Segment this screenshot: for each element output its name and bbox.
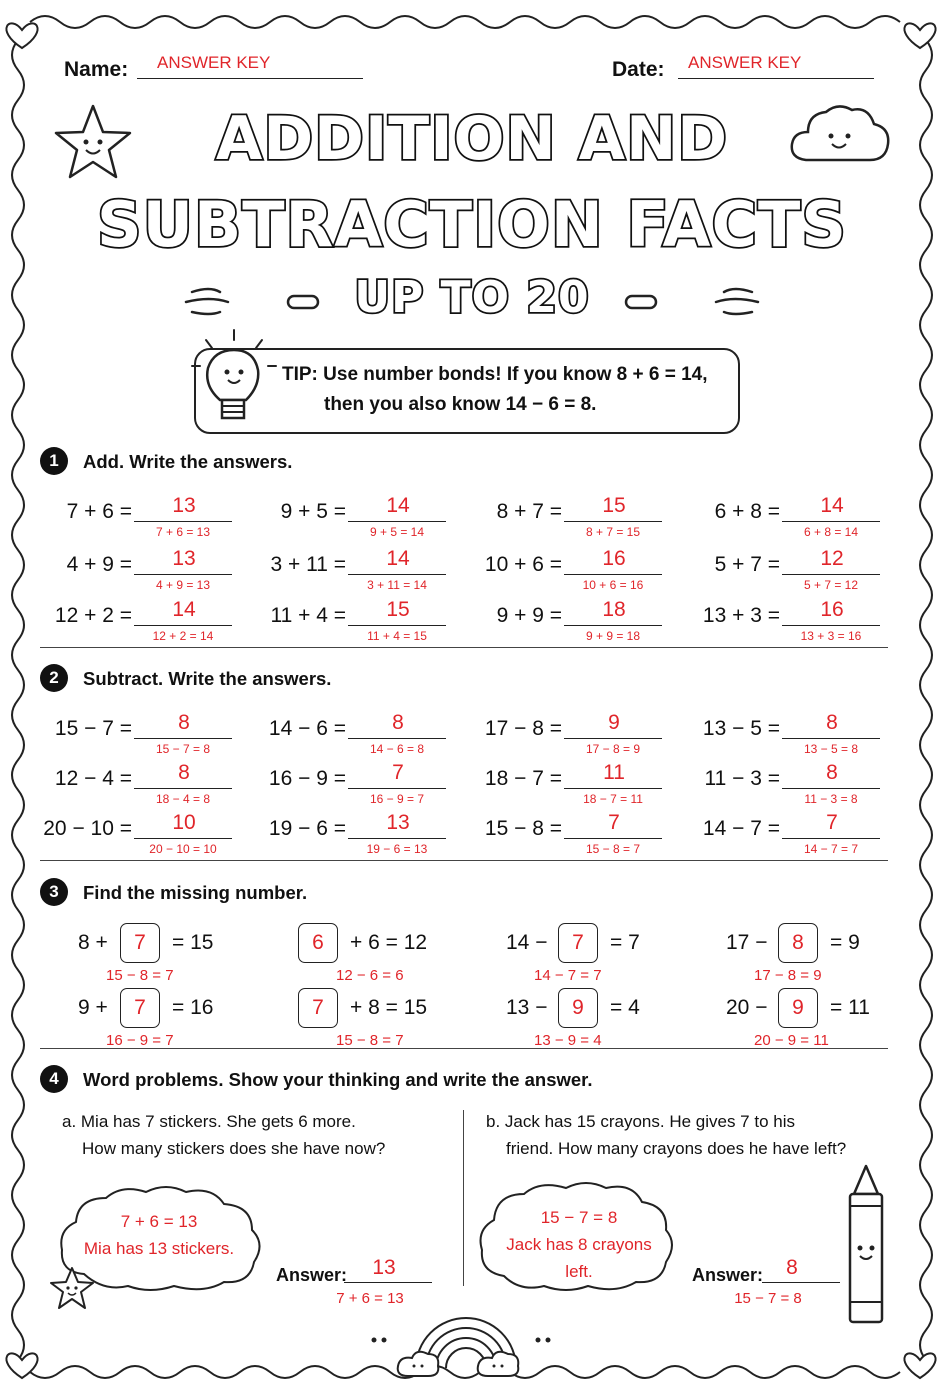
word-problem-b-line-2: friend. How many crayons does he have left? [506,1139,847,1158]
problem-equation: 11 + 4 = [270,604,346,627]
problem-equation: 10 + 6 = [484,553,562,576]
problem-answer[interactable]: 16 [602,547,626,570]
problem-answer[interactable]: 13 [386,811,410,834]
section-4-title: Word problems. Show your thinking and write the answer. [83,1069,593,1090]
section-3-number: 3 [40,878,68,906]
problem [254,711,454,767]
missing-pre: 20 − [726,996,768,1019]
answer-b-value[interactable]: 8 [786,1256,798,1279]
section-4-number: 4 [40,1065,68,1093]
missing-post: = 11 [830,996,870,1019]
problem-check: 10 + 6 = 16 [582,578,644,592]
problem-equation: 18 − 7 = [484,767,562,790]
problem-check: 11 + 4 = 15 [367,629,427,643]
problem [688,811,888,867]
answer-line [564,574,662,575]
answer-line [564,788,662,789]
word-problem-a-line-1: a. Mia has 7 stickers. She gets 6 more. [62,1112,356,1131]
missing-pre: 9 + [78,996,108,1019]
answer-line [564,738,662,739]
problem-equation: 11 − 3 = [704,767,780,790]
problem [470,598,670,654]
missing-number-box[interactable]: 7 [120,988,160,1028]
problem [40,811,240,867]
answer-line [782,738,880,739]
problem [688,494,888,550]
problem-check: 8 + 7 = 15 [585,525,641,539]
problem-check: 20 − 10 = 10 [149,842,217,856]
smiling-crayon-icon [838,1162,894,1328]
answer-line [782,625,880,626]
missing-post: + 6 = 12 [350,931,428,954]
problem [470,811,670,867]
missing-number-box[interactable]: 9 [778,988,818,1028]
missing-number-problem [726,923,926,993]
problem-check: 7 + 6 = 13 [155,525,211,539]
problem-answer[interactable]: 8 [826,761,838,784]
problem-equation: 14 − 7 = [702,817,780,840]
problem-answer[interactable]: 13 [172,547,196,570]
problem-check: 4 + 9 = 13 [155,578,211,592]
work-b-line-1: 15 − 7 = 8 [540,1208,618,1227]
answer-a-line [344,1282,432,1283]
problem-check: 18 − 7 = 11 [583,792,643,806]
small-star-icon [48,1264,96,1314]
work-b-line-3: left. [565,1262,593,1281]
answer-line [134,788,232,789]
missing-post: = 9 [830,931,860,954]
work-a-line-2: Mia has 13 stickers. [83,1239,235,1258]
problem-equation: 15 − 8 = [484,817,562,840]
problem [688,547,888,603]
missing-number-box[interactable]: 7 [120,923,160,963]
missing-number-box[interactable]: 8 [778,923,818,963]
answer-line [564,521,662,522]
problem-answer[interactable]: 14 [820,494,844,517]
missing-check: 16 − 9 = 7 [106,1032,174,1049]
word-problem-divider [463,1110,464,1286]
date-line [678,78,874,79]
missing-number-problem [78,923,278,993]
answer-a-label: Answer: [276,1265,348,1285]
problem-answer[interactable]: 8 [178,761,190,784]
problem-equation: 5 + 7 = [714,553,780,576]
name-line [137,78,363,79]
answer-line [348,625,446,626]
problem [40,761,240,817]
title-line-3: UP TO 20 [354,272,590,323]
missing-check: 14 − 7 = 7 [534,967,602,984]
title-line-2: SUBTRACTION FACTS [97,188,847,261]
answer-line [348,521,446,522]
problem [254,547,454,603]
problem-check: 9 + 5 = 14 [369,525,425,539]
answer-line [134,574,232,575]
problem-equation: 17 − 8 = [484,717,562,740]
date-value[interactable]: ANSWER KEY [688,53,802,72]
problem-answer[interactable]: 16 [820,598,844,621]
problem-check: 13 + 3 = 16 [800,629,862,643]
answer-line [782,838,880,839]
problem [688,761,888,817]
missing-number-box[interactable]: 7 [298,988,338,1028]
answer-line [782,788,880,789]
missing-pre: 13 − [506,996,548,1019]
problem-answer[interactable]: 9 [608,711,620,734]
answer-line [134,738,232,739]
answer-line [348,738,446,739]
work-a-line-1: 7 + 6 = 13 [120,1212,198,1231]
tip-line-1: TIP: Use number bonds! If you know 8 + 6 = 14, [282,364,708,385]
title-line-1: ADDITION AND [215,104,729,174]
tip-line-2: then you also know 14 − 6 = 8. [324,394,597,415]
problem-equation: 12 + 2 = [54,604,132,627]
section-1-title: Add. Write the answers. [83,451,293,472]
word-problem-b-line-1: b. Jack has 15 crayons. He gives 7 to his [486,1112,795,1131]
problem-equation: 14 − 6 = [268,717,346,740]
problem [470,761,670,817]
name-value[interactable]: ANSWER KEY [157,53,271,72]
problem-check: 11 − 3 = 8 [804,792,858,806]
missing-pre: 14 − [506,931,548,954]
answer-line [134,625,232,626]
missing-number-box[interactable]: 6 [298,923,338,963]
problem-answer[interactable]: 12 [820,547,844,570]
missing-post: = 4 [610,996,640,1019]
problem-equation: 20 − 10 = [43,817,132,840]
section-divider [40,647,888,648]
missing-number-box[interactable]: 9 [558,988,598,1028]
answer-line [348,838,446,839]
missing-check: 15 − 8 = 7 [106,967,174,984]
missing-check: 12 − 6 = 6 [336,967,404,984]
problem [470,547,670,603]
problem-check: 6 + 8 = 14 [803,525,859,539]
missing-check: 15 − 8 = 7 [336,1032,404,1049]
problem-answer[interactable]: 14 [386,547,410,570]
problem-equation: 16 − 9 = [268,767,346,790]
answer-line [134,838,232,839]
work-b-line-2: Jack has 8 crayons [506,1235,652,1254]
problem-check: 5 + 7 = 12 [803,578,859,592]
problem-equation: 13 + 3 = [702,604,780,627]
problem [40,711,240,767]
rainbow-icon [366,1304,566,1382]
answer-line [564,838,662,839]
problem-answer[interactable]: 14 [172,598,196,621]
problem-check: 14 − 7 = 7 [803,842,859,856]
missing-number-box[interactable]: 7 [558,923,598,963]
problem-answer[interactable]: 7 [392,761,404,784]
missing-pre: 8 + [78,931,108,954]
problem-check: 16 − 9 = 7 [369,792,425,806]
name-label: Name: [64,58,129,81]
problem-check: 15 − 8 = 7 [585,842,641,856]
problem-answer[interactable]: 15 [602,494,626,517]
problem-answer[interactable]: 8 [392,711,404,734]
problem-equation: 8 + 7 = [496,500,562,523]
problem-check: 12 + 2 = 14 [152,629,214,643]
problem [40,598,240,654]
problem-answer[interactable]: 14 [386,494,410,517]
problem [470,494,670,550]
problem-answer[interactable]: 7 [826,811,838,834]
problem-check: 13 − 5 = 8 [803,742,859,756]
missing-post: = 16 [172,996,214,1019]
missing-pre: 17 − [726,931,768,954]
problem-answer[interactable]: 8 [826,711,838,734]
problem-equation: 6 + 8 = [714,500,780,523]
problem-answer[interactable]: 18 [602,598,626,621]
problem [688,598,888,654]
missing-check: 17 − 8 = 9 [754,967,822,984]
section-2-number: 2 [40,664,68,692]
section-divider [40,1048,888,1049]
problem [254,811,454,867]
answer-line [782,521,880,522]
problem-check: 19 − 6 = 13 [366,842,428,856]
title-dashes [184,278,760,328]
word-problem-a-line-2: How many stickers does she have now? [82,1139,386,1158]
missing-check: 13 − 9 = 4 [534,1032,602,1049]
problem-equation: 7 + 6 = [66,500,132,523]
problem [254,761,454,817]
problem [254,494,454,550]
section-1-number: 1 [40,447,68,475]
problem-equation: 19 − 6 = [268,817,346,840]
tip-box [194,348,740,434]
answer-line [134,521,232,522]
problem [254,598,454,654]
problem-equation: 4 + 9 = [66,553,132,576]
problem-check: 15 − 7 = 8 [155,742,211,756]
problem-equation: 15 − 7 = [54,717,132,740]
problem-check: 3 + 11 = 14 [367,578,427,592]
section-2-title: Subtract. Write the answers. [83,668,332,689]
answer-line [564,625,662,626]
problem-equation: 13 − 5 = [702,717,780,740]
missing-number-problem [298,923,498,993]
missing-post: = 7 [610,931,640,954]
problem-equation: 12 − 4 = [54,767,132,790]
problem [40,547,240,603]
answer-a-check: 7 + 6 = 13 [336,1290,404,1307]
section-3-title: Find the missing number. [83,882,308,903]
problem-check: 9 + 9 = 18 [585,629,641,643]
problem-answer[interactable]: 11 [603,761,625,784]
problem-answer[interactable]: 15 [386,598,410,621]
missing-post: = 15 [172,931,214,954]
answer-line [782,574,880,575]
answer-b-label: Answer: [692,1265,764,1285]
problem-check: 17 − 8 = 9 [585,742,641,756]
problem-check: 18 − 4 = 8 [155,792,211,806]
problem-answer[interactable]: 10 [172,811,196,834]
problem-answer[interactable]: 13 [172,494,196,517]
answer-a-value[interactable]: 13 [372,1256,396,1279]
problem-answer[interactable]: 7 [608,811,620,834]
problem-equation: 9 + 5 = [280,500,346,523]
answer-b-line [762,1282,840,1283]
missing-check: 20 − 9 = 11 [754,1032,829,1049]
answer-b-check: 15 − 7 = 8 [734,1290,802,1307]
problem-equation: 9 + 9 = [496,604,562,627]
section-divider [40,860,888,861]
missing-number-problem [506,923,706,993]
problem-equation: 3 + 11 = [270,553,346,576]
missing-post: + 8 = 15 [350,996,428,1019]
problem-answer[interactable]: 8 [178,711,190,734]
answer-line [348,574,446,575]
problem [688,711,888,767]
answer-line [348,788,446,789]
problem [40,494,240,550]
problem [470,711,670,767]
problem-check: 14 − 6 = 8 [369,742,425,756]
date-label: Date: [612,58,665,81]
